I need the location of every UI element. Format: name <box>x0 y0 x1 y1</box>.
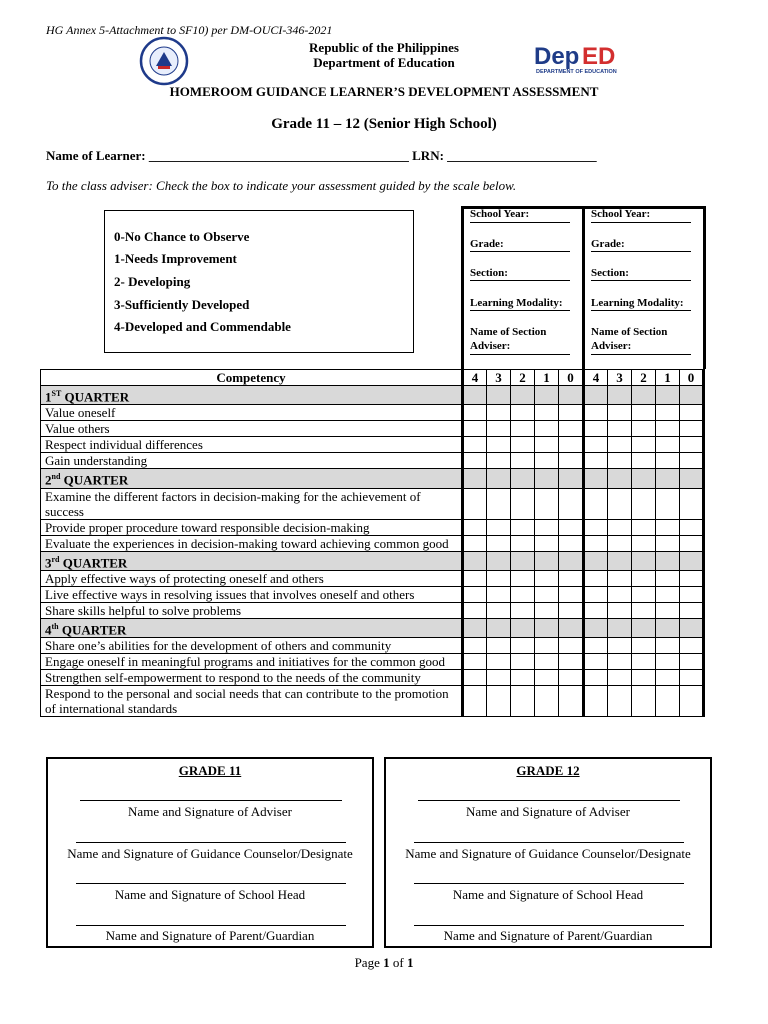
rating-checkbox[interactable] <box>487 421 511 437</box>
rating-checkbox[interactable] <box>535 488 559 519</box>
rating-checkbox[interactable] <box>656 570 680 586</box>
rating-checkbox[interactable] <box>559 602 584 618</box>
competency-text: Live effective ways in resolving issues that involves oneself and others <box>41 586 463 602</box>
counselor-signature-label: Name and Signature of Guidance Counselor/Designate <box>405 846 691 861</box>
section-field[interactable] <box>470 280 570 281</box>
rating-checkbox[interactable] <box>463 638 487 654</box>
table-row <box>41 654 704 670</box>
rating-checkbox[interactable] <box>680 654 704 670</box>
rating-checkbox[interactable] <box>463 654 487 670</box>
competency-text: Examine the different factors in decision-making for the achievement of success <box>41 488 463 519</box>
competency-text: Evaluate the experiences in decision-making toward achieving common good <box>41 535 463 551</box>
rating-checkbox[interactable] <box>608 535 632 551</box>
rating-checkbox[interactable] <box>584 421 608 437</box>
lrn-label: LRN: <box>412 148 444 163</box>
competency-text: Engage oneself in meaningful programs and initiatives for the common good <box>41 654 463 670</box>
rating-checkbox[interactable] <box>535 421 559 437</box>
school-year-label: School Year: <box>591 208 651 220</box>
rating-header: 2 <box>511 370 535 386</box>
grade-field[interactable] <box>470 251 570 252</box>
rating-checkbox[interactable] <box>511 670 535 686</box>
scale-item: 4-Developed and Commendable <box>114 319 291 334</box>
rating-checkbox[interactable] <box>511 535 535 551</box>
learner-row <box>46 148 597 164</box>
table-row <box>41 670 704 686</box>
quarter-row-3 <box>41 551 704 570</box>
table-row <box>41 421 704 437</box>
rating-checkbox[interactable] <box>680 405 704 421</box>
table-row <box>41 638 704 654</box>
grade12-heading: GRADE 12 <box>516 763 580 778</box>
rating-checkbox[interactable] <box>584 638 608 654</box>
grade-field[interactable] <box>591 251 691 252</box>
rating-checkbox[interactable] <box>584 586 608 602</box>
table-row <box>41 570 704 586</box>
quarter-row-4 <box>41 618 704 637</box>
rating-checkbox[interactable] <box>559 670 584 686</box>
rating-checkbox[interactable] <box>680 437 704 453</box>
rating-checkbox[interactable] <box>656 453 680 469</box>
quarter-row-1 <box>41 386 704 405</box>
rating-checkbox[interactable] <box>632 638 656 654</box>
table-row <box>41 519 704 535</box>
rating-checkbox[interactable] <box>535 602 559 618</box>
rating-checkbox[interactable] <box>511 570 535 586</box>
rating-checkbox[interactable] <box>487 570 511 586</box>
rating-checkbox[interactable] <box>680 453 704 469</box>
parent-signature-label: Name and Signature of Parent/Guardian <box>443 928 653 943</box>
head-signature-line[interactable] <box>76 883 346 884</box>
school-year-field[interactable] <box>591 222 691 223</box>
adviser-label: Name of Section Adviser: <box>591 326 668 352</box>
rating-checkbox[interactable] <box>511 421 535 437</box>
republic-label: Republic of the Philippines <box>309 40 459 55</box>
instruction-text: To the class adviser: Check the box to indicate your assessment guided by the scale below. <box>46 178 517 193</box>
competency-text: Respond to the personal and social needs that can contribute to the promotion of international standards <box>41 686 463 717</box>
grade-title: Grade 11 – 12 (Senior High School) <box>271 116 497 132</box>
quarter-label: 2nd QUARTER <box>41 469 463 488</box>
rating-header: 0 <box>559 370 584 386</box>
competency-text: Share one’s abilities for the development of others and community <box>41 638 463 654</box>
rating-checkbox[interactable] <box>656 670 680 686</box>
lrn-field[interactable]: _______________________ <box>447 148 597 163</box>
rating-checkbox[interactable] <box>656 535 680 551</box>
rating-checkbox[interactable] <box>680 519 704 535</box>
rating-checkbox[interactable] <box>559 437 584 453</box>
form-title: HOMEROOM GUIDANCE LEARNER’S DEVELOPMENT ASSESSMENT <box>169 84 599 99</box>
rating-header: 3 <box>608 370 632 386</box>
rating-checkbox[interactable] <box>632 421 656 437</box>
rating-checkbox[interactable] <box>608 670 632 686</box>
school-year-label: School Year: <box>470 208 530 220</box>
scale-item: 1-Needs Improvement <box>114 251 237 266</box>
rating-header: 0 <box>680 370 704 386</box>
rating-checkbox[interactable] <box>535 570 559 586</box>
rating-checkbox[interactable] <box>535 670 559 686</box>
rating-checkbox[interactable] <box>487 519 511 535</box>
rating-checkbox[interactable] <box>608 453 632 469</box>
rating-checkbox[interactable] <box>656 405 680 421</box>
rating-scale-box <box>104 210 414 353</box>
rating-checkbox[interactable] <box>535 437 559 453</box>
adviser-signature-label: Name and Signature of Adviser <box>128 804 292 819</box>
rating-checkbox[interactable] <box>463 570 487 586</box>
quarter-label: 4th QUARTER <box>41 618 463 637</box>
rating-checkbox[interactable] <box>680 670 704 686</box>
modality-field[interactable] <box>470 310 570 311</box>
parent-signature-label: Name and Signature of Parent/Guardian <box>105 928 315 943</box>
rating-checkbox[interactable] <box>535 405 559 421</box>
rating-checkbox[interactable] <box>608 421 632 437</box>
rating-checkbox[interactable] <box>511 654 535 670</box>
rating-checkbox[interactable] <box>487 488 511 519</box>
rating-checkbox[interactable] <box>608 405 632 421</box>
rating-header: 2 <box>632 370 656 386</box>
rating-checkbox[interactable] <box>559 535 584 551</box>
counselor-signature-line[interactable] <box>76 842 346 843</box>
rating-checkbox[interactable] <box>463 602 487 618</box>
rating-header: 1 <box>656 370 680 386</box>
rating-checkbox[interactable] <box>487 586 511 602</box>
rating-checkbox[interactable] <box>680 535 704 551</box>
rating-checkbox[interactable] <box>632 654 656 670</box>
rating-checkbox[interactable] <box>559 421 584 437</box>
quarter-label: 3rd QUARTER <box>41 551 463 570</box>
rating-checkbox[interactable] <box>656 602 680 618</box>
rating-checkbox[interactable] <box>656 638 680 654</box>
rating-checkbox[interactable] <box>632 488 656 519</box>
adviser-field[interactable] <box>470 354 570 355</box>
rating-checkbox[interactable] <box>535 519 559 535</box>
table-row <box>41 488 704 519</box>
rating-checkbox[interactable] <box>535 654 559 670</box>
learner-label: Name of Learner: <box>46 148 146 163</box>
parent-signature-line[interactable] <box>414 925 684 926</box>
grade11-signature-box <box>46 757 374 948</box>
rating-checkbox[interactable] <box>632 519 656 535</box>
rating-checkbox[interactable] <box>608 519 632 535</box>
svg-text:ED: ED <box>582 43 616 70</box>
rating-checkbox[interactable] <box>487 535 511 551</box>
rating-checkbox[interactable] <box>656 519 680 535</box>
rating-checkbox[interactable] <box>559 686 584 717</box>
rating-checkbox[interactable] <box>535 638 559 654</box>
rating-checkbox[interactable] <box>559 453 584 469</box>
rating-checkbox[interactable] <box>559 638 584 654</box>
rating-checkbox[interactable] <box>680 638 704 654</box>
rating-checkbox[interactable] <box>656 686 680 717</box>
competency-text: Value others <box>41 421 463 437</box>
competency-text: Share skills helpful to solve problems <box>41 602 463 618</box>
competency-text: Gain understanding <box>41 453 463 469</box>
rating-checkbox[interactable] <box>680 421 704 437</box>
school-year-field[interactable] <box>470 222 570 223</box>
grade-label: Grade: <box>591 238 625 250</box>
rating-checkbox[interactable] <box>584 488 608 519</box>
rating-header: 3 <box>487 370 511 386</box>
rating-checkbox[interactable] <box>584 570 608 586</box>
section-label: Section: <box>591 267 629 279</box>
modality-label: Learning Modality: <box>591 297 684 309</box>
competency-text: Strengthen self-empowerment to respond to the needs of the community <box>41 670 463 686</box>
learner-name-field[interactable]: ________________________________________ <box>148 148 409 163</box>
rating-checkbox[interactable] <box>487 453 511 469</box>
rating-header: 4 <box>463 370 487 386</box>
rating-checkbox[interactable] <box>511 405 535 421</box>
competency-table <box>40 369 705 717</box>
rating-header: 1 <box>535 370 559 386</box>
rating-checkbox[interactable] <box>559 405 584 421</box>
scale-item: 0-No Chance to Observe <box>114 229 250 244</box>
rating-checkbox[interactable] <box>559 519 584 535</box>
deped-logo <box>532 40 626 76</box>
head-signature-line[interactable] <box>414 883 684 884</box>
competency-text: Apply effective ways of protecting oneself and others <box>41 570 463 586</box>
rating-checkbox[interactable] <box>632 453 656 469</box>
competency-text: Provide proper procedure toward responsible decision-making <box>41 519 463 535</box>
rating-checkbox[interactable] <box>511 519 535 535</box>
rating-checkbox[interactable] <box>463 453 487 469</box>
table-row <box>41 405 704 421</box>
rating-checkbox[interactable] <box>487 686 511 717</box>
rating-checkbox[interactable] <box>487 638 511 654</box>
rating-checkbox[interactable] <box>487 405 511 421</box>
rating-checkbox[interactable] <box>511 488 535 519</box>
rating-checkbox[interactable] <box>656 586 680 602</box>
rating-checkbox[interactable] <box>463 488 487 519</box>
head-signature-label: Name and Signature of School Head <box>114 887 306 902</box>
section-field[interactable] <box>591 280 691 281</box>
rating-checkbox[interactable] <box>632 437 656 453</box>
rating-checkbox[interactable] <box>608 437 632 453</box>
modality-label: Learning Modality: <box>470 297 563 309</box>
rating-checkbox[interactable] <box>559 586 584 602</box>
info-top-border <box>461 206 585 209</box>
rating-checkbox[interactable] <box>511 602 535 618</box>
rating-checkbox[interactable] <box>559 654 584 670</box>
adviser-signature-line[interactable] <box>80 800 342 801</box>
competency-text: Value oneself <box>41 405 463 421</box>
rating-checkbox[interactable] <box>511 437 535 453</box>
rating-checkbox[interactable] <box>608 654 632 670</box>
rating-checkbox[interactable] <box>632 670 656 686</box>
department-label: Department of Education <box>313 55 455 70</box>
rating-checkbox[interactable] <box>584 453 608 469</box>
rating-checkbox[interactable] <box>487 670 511 686</box>
rating-checkbox[interactable] <box>680 686 704 717</box>
section-label: Section: <box>470 267 508 279</box>
rating-checkbox[interactable] <box>608 638 632 654</box>
table-row <box>41 453 704 469</box>
grade12-signature-box <box>384 757 712 948</box>
rating-checkbox[interactable] <box>463 670 487 686</box>
grade-label: Grade: <box>470 238 504 250</box>
rating-checkbox[interactable] <box>487 654 511 670</box>
adviser-signature-label: Name and Signature of Adviser <box>466 804 630 819</box>
rating-checkbox[interactable] <box>535 535 559 551</box>
rating-checkbox[interactable] <box>511 686 535 717</box>
rating-checkbox[interactable] <box>584 654 608 670</box>
rating-checkbox[interactable] <box>463 421 487 437</box>
deped-logo-subtitle: DEPARTMENT OF EDUCATION <box>536 69 617 75</box>
rating-checkbox[interactable] <box>680 570 704 586</box>
rating-checkbox[interactable] <box>608 570 632 586</box>
rating-checkbox[interactable] <box>632 405 656 421</box>
grade11-info-box <box>461 206 582 369</box>
rating-checkbox[interactable] <box>559 570 584 586</box>
rating-checkbox[interactable] <box>584 686 608 717</box>
table-row <box>41 686 704 717</box>
rating-checkbox[interactable] <box>584 670 608 686</box>
rating-checkbox[interactable] <box>584 405 608 421</box>
rating-checkbox[interactable] <box>680 488 704 519</box>
rating-checkbox[interactable] <box>511 638 535 654</box>
rating-checkbox[interactable] <box>559 488 584 519</box>
adviser-field[interactable] <box>591 354 691 355</box>
rating-checkbox[interactable] <box>680 586 704 602</box>
grade12-info-box <box>582 206 706 369</box>
rating-checkbox[interactable] <box>608 602 632 618</box>
scale-item: 3-Sufficiently Developed <box>114 297 250 312</box>
head-signature-label: Name and Signature of School Head <box>452 887 644 902</box>
table-row <box>41 535 704 551</box>
competency-text: Respect individual differences <box>41 437 463 453</box>
adviser-label: Name of Section Adviser: <box>470 326 547 352</box>
table-header-row <box>41 370 704 386</box>
rating-checkbox[interactable] <box>463 405 487 421</box>
table-row <box>41 586 704 602</box>
rating-checkbox[interactable] <box>535 453 559 469</box>
rating-checkbox[interactable] <box>463 519 487 535</box>
rating-checkbox[interactable] <box>463 586 487 602</box>
rating-checkbox[interactable] <box>608 686 632 717</box>
svg-text:Dep: Dep <box>534 43 580 70</box>
table-row <box>41 437 704 453</box>
rating-header: 4 <box>584 370 608 386</box>
scale-item: 2- Developing <box>114 274 191 289</box>
counselor-signature-line[interactable] <box>414 842 684 843</box>
rating-checkbox[interactable] <box>656 437 680 453</box>
table-row <box>41 602 704 618</box>
grade11-heading: GRADE 11 <box>178 763 242 778</box>
rating-checkbox[interactable] <box>463 686 487 717</box>
rating-checkbox[interactable] <box>463 535 487 551</box>
rating-checkbox[interactable] <box>584 519 608 535</box>
rating-checkbox[interactable] <box>632 570 656 586</box>
rating-checkbox[interactable] <box>632 586 656 602</box>
rating-checkbox[interactable] <box>584 437 608 453</box>
rating-checkbox[interactable] <box>487 602 511 618</box>
rating-checkbox[interactable] <box>511 453 535 469</box>
modality-field[interactable] <box>591 310 691 311</box>
rating-checkbox[interactable] <box>463 437 487 453</box>
rating-checkbox[interactable] <box>632 602 656 618</box>
rating-checkbox[interactable] <box>632 535 656 551</box>
rating-checkbox[interactable] <box>656 654 680 670</box>
counselor-signature-label: Name and Signature of Guidance Counselor/Designate <box>67 846 353 861</box>
rating-checkbox[interactable] <box>511 586 535 602</box>
parent-signature-line[interactable] <box>76 925 346 926</box>
rating-checkbox[interactable] <box>680 602 704 618</box>
rating-checkbox[interactable] <box>584 602 608 618</box>
rating-checkbox[interactable] <box>535 586 559 602</box>
rating-checkbox[interactable] <box>656 488 680 519</box>
competency-header: Competency <box>41 370 463 386</box>
rating-checkbox[interactable] <box>584 535 608 551</box>
page-number: Page 1 of 1 <box>354 955 414 970</box>
rating-checkbox[interactable] <box>487 437 511 453</box>
adviser-signature-line[interactable] <box>418 800 680 801</box>
rating-checkbox[interactable] <box>535 686 559 717</box>
quarter-row-2 <box>41 469 704 488</box>
rating-checkbox[interactable] <box>608 586 632 602</box>
rating-checkbox[interactable] <box>656 421 680 437</box>
quarter-label: 1ST QUARTER <box>41 386 463 405</box>
rating-checkbox[interactable] <box>632 686 656 717</box>
annex-reference: HG Annex 5-Attachment to SF10) per DM-OUCI-346-2021 <box>46 23 333 37</box>
rating-checkbox[interactable] <box>608 488 632 519</box>
